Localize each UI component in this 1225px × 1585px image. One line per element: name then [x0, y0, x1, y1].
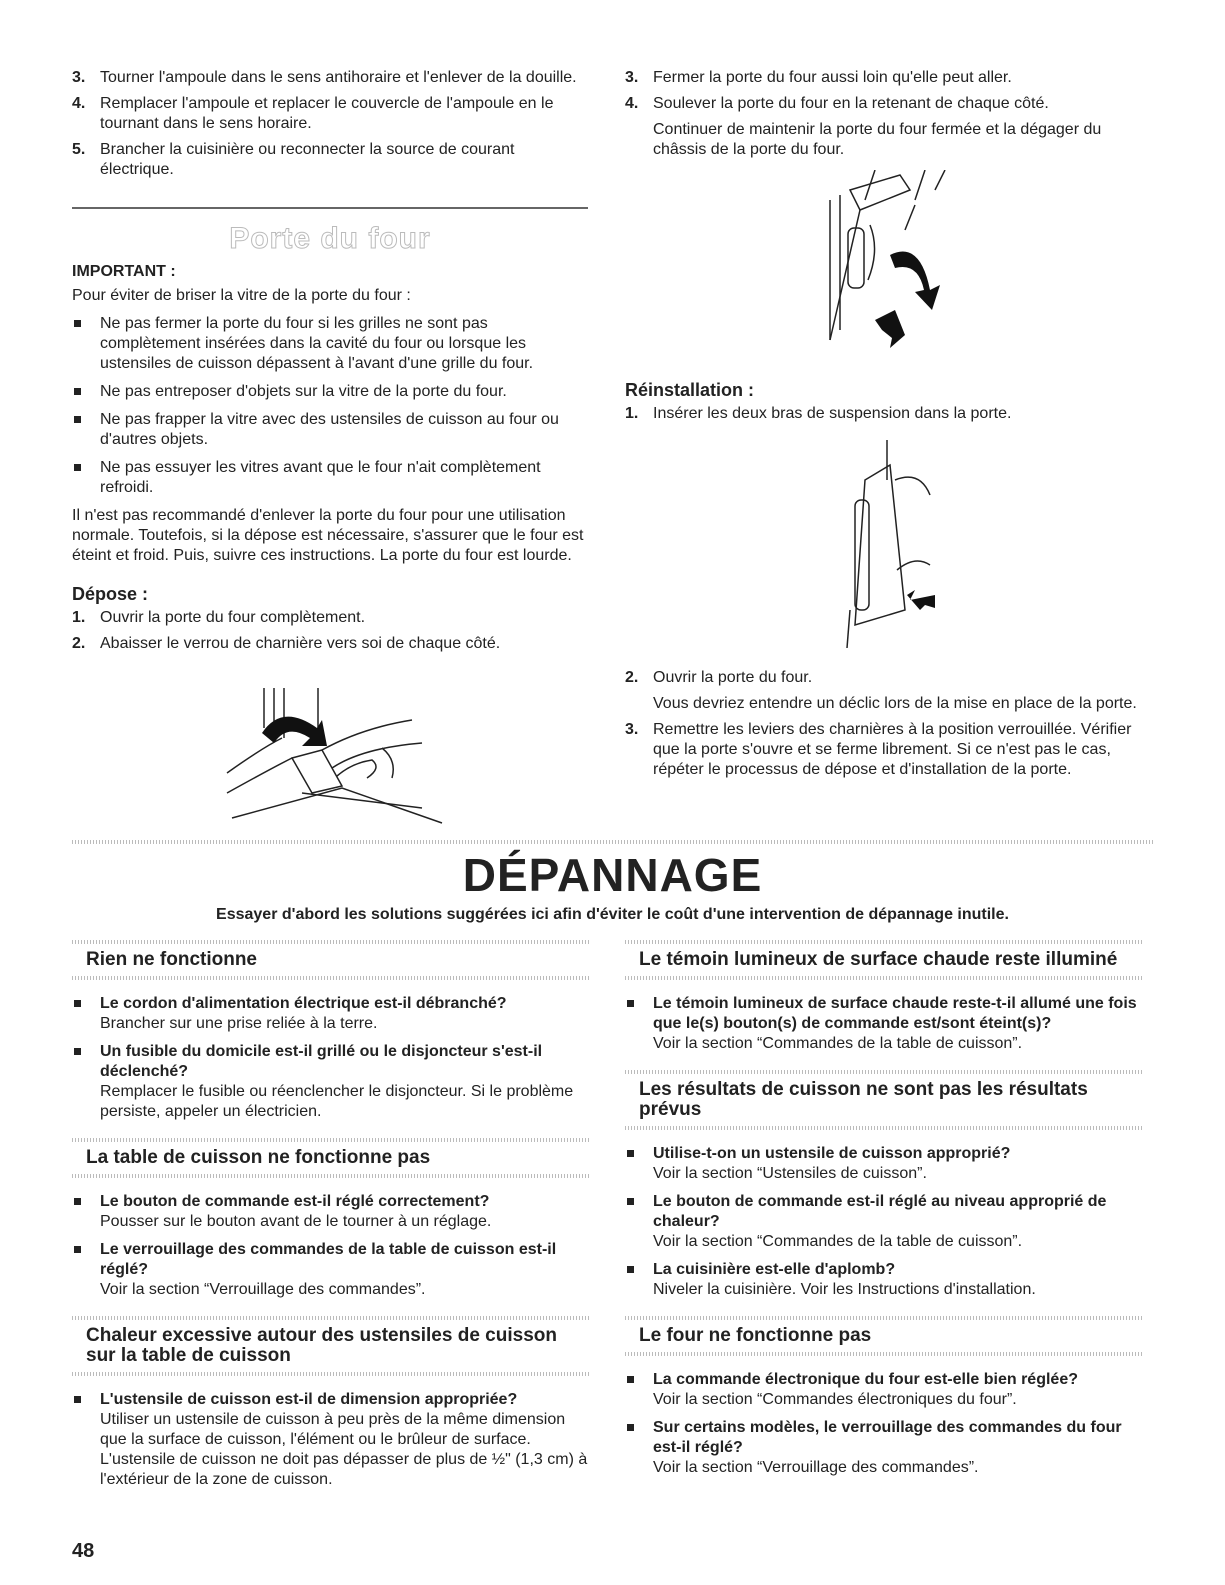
- list-item: Le bouton de commande est-il réglé correctement? Pousser sur le bouton avant de le tourner à un réglage.: [72, 1192, 590, 1232]
- list-item: 3. Remettre les leviers des charnières à la position verrouillée. Vérifier que la porte s'ouvre et se ferme librement. Si ce n'est pas le cas, répéter le processus de dépose et d'installation de la porte.: [625, 721, 1132, 778]
- section-heading: Le four ne fonctionne pas: [639, 1325, 872, 1346]
- list-item: 1. Insérer les deux bras de suspension dans la porte.: [625, 405, 1012, 422]
- section-heading: Les résultats de cuisson ne sont pas les résultats prévus: [639, 1079, 1088, 1120]
- list-item: 2. Ouvrir la porte du four. Vous devriez entendre un déclic lors de la mise en place de la porte.: [625, 668, 1145, 714]
- lift-door-illustration: [820, 170, 960, 350]
- list-item: 5. Brancher la cuisinière ou reconnecter la source de courant électrique.: [72, 141, 515, 178]
- troubleshoot-right-column: [625, 940, 1143, 1486]
- reinstall-title: Réinstallation :: [625, 380, 755, 400]
- section-heading: Le témoin lumineux de surface chaude reste illuminé: [639, 949, 1118, 970]
- bulb-steps-list: [72, 68, 592, 180]
- left-upper-column: [72, 68, 592, 186]
- list-item: 3. Tourner l'ampoule dans le sens antihoraire et l'enlever de la douille.: [72, 69, 577, 86]
- troubleshoot-list: [72, 994, 590, 1122]
- depose-steps: [72, 608, 592, 654]
- troubleshoot-list: [625, 1144, 1143, 1300]
- list-item: 4. Soulever la porte du four en la retenant de chaque côté. Continuer de maintenir la porte du four fermée et la dégager du châssis de la porte du four.: [625, 94, 1145, 160]
- troubleshoot-left-column: [72, 940, 590, 1498]
- reinstall-steps-1: [625, 404, 1145, 424]
- hinge-latch-illustration: [222, 688, 462, 828]
- section-heading: Chaleur excessive autour des ustensiles de cuisson sur la table de cuisson: [86, 1325, 557, 1366]
- list-item: Utilise-t-on un ustensile de cuisson approprié? Voir la section “Ustensiles de cuisson”.: [625, 1144, 1143, 1184]
- section-heading: Rien ne fonctionne: [86, 949, 257, 970]
- section-heading: La table de cuisson ne fonctionne pas: [86, 1147, 431, 1168]
- step-continuation: Vous devriez entendre un déclic lors de la mise en place de la porte.: [653, 695, 1137, 712]
- section-divider: [72, 207, 588, 209]
- important-intro: Pour éviter de briser la vitre de la porte du four :: [72, 287, 411, 304]
- list-item: Le cordon d'alimentation électrique est-il débranché? Brancher sur une prise reliée à la terre.: [72, 994, 590, 1034]
- troubleshoot-list: [72, 1390, 590, 1490]
- important-bullets: [72, 314, 592, 498]
- list-item: Le témoin lumineux de surface chaude reste-t-il allumé une fois que le(s) bouton(s) de commande est/sont éteint(s)? Voir la section “Commandes de la table de cuisson”.: [625, 994, 1143, 1054]
- removal-paragraph: Il n'est pas recommandé d'enlever la porte du four pour une utilisation normale. Toutefois, si la dépose est nécessaire, s'assurer que le four est éteint et froid. Puis, suivre ces instructions. La porte du four est lourde.: [72, 507, 584, 564]
- depose-title: Dépose :: [72, 584, 149, 604]
- list-item: Sur certains modèles, le verrouillage des commandes du four est-il réglé? Voir la section “Verrouillage des commandes”.: [625, 1418, 1143, 1478]
- reinstall-steps-2: [625, 668, 1145, 780]
- reinstall-block: [625, 380, 1145, 430]
- list-item: Ne pas frapper la vitre avec des ustensiles de cuisson au four ou d'autres objets.: [72, 410, 592, 450]
- list-item: Un fusible du domicile est-il grillé ou le disjoncteur s'est-il déclenché? Remplacer le fusible ou réenclencher le disjoncteur. Si le problème persiste, appeler un électricien.: [72, 1042, 590, 1122]
- important-block: [72, 262, 592, 660]
- troubleshoot-list: [625, 1370, 1143, 1478]
- list-item: Ne pas entreposer d'objets sur la vitre de la porte du four.: [72, 382, 592, 402]
- step-continuation: Continuer de maintenir la porte du four fermée et la dégager du châssis de la porte du four.: [653, 121, 1102, 158]
- troubleshoot-list: [625, 994, 1143, 1054]
- page-number: 48: [72, 1540, 95, 1562]
- list-item: 3. Fermer la porte du four aussi loin qu'elle peut aller.: [625, 69, 1012, 86]
- list-item: La cuisinière est-elle d'aplomb? Niveler la cuisinière. Voir les Instructions d'installation.: [625, 1260, 1143, 1300]
- list-item: Le verrouillage des commandes de la table de cuisson est-il réglé? Voir la section “Verrouillage des commandes”.: [72, 1240, 590, 1300]
- troubleshoot-list: [72, 1192, 590, 1300]
- list-item: 2. Abaisser le verrou de charnière vers soi de chaque côté.: [72, 635, 501, 652]
- list-item: 4. Remplacer l'ampoule et replacer le couvercle de l'ampoule en le tournant dans le sens horaire.: [72, 95, 554, 132]
- list-item: 1. Ouvrir la porte du four complètement.: [72, 609, 366, 626]
- reinstall-block-2: [625, 668, 1145, 786]
- list-item: La commande électronique du four est-elle bien réglée? Voir la section “Commandes électroniques du four”.: [625, 1370, 1143, 1410]
- section-title: Porte du four: [229, 222, 431, 255]
- depannage-subtitle: Essayer d'abord les solutions suggérées ici afin d'éviter le coût d'une intervention de dépannage inutile.: [216, 906, 1009, 923]
- section-divider: [72, 840, 1154, 844]
- important-label: IMPORTANT :: [72, 263, 176, 280]
- list-item: Ne pas fermer la porte du four si les grilles ne sont pas complètement insérées dans la cavité du four ou lorsque les ustensiles de cuisson dépassent à l'avant d'une grille du four.: [72, 314, 592, 374]
- right-upper-column: [625, 68, 1145, 166]
- list-item: Le bouton de commande est-il réglé au niveau approprié de chaleur? Voir la section “Commandes de la table de cuisson”.: [625, 1192, 1143, 1252]
- depannage-title: DÉPANNAGE: [462, 849, 763, 901]
- list-item: L'ustensile de cuisson est-il de dimension appropriée? Utiliser un ustensile de cuisson à peu près de la même dimension que la surface de cuisson, l'élément ou le brûleur de surface. L'ustensile de cuisson ne doit pas dépasser de plus de ½" (1,3 cm) à l'extérieur de la zone de cuisson.: [72, 1390, 590, 1490]
- list-item: Ne pas essuyer les vitres avant que le four n'ait complètement refroidi.: [72, 458, 592, 498]
- removal-steps-cont: [625, 68, 1145, 160]
- insert-arms-illustration: [835, 440, 945, 650]
